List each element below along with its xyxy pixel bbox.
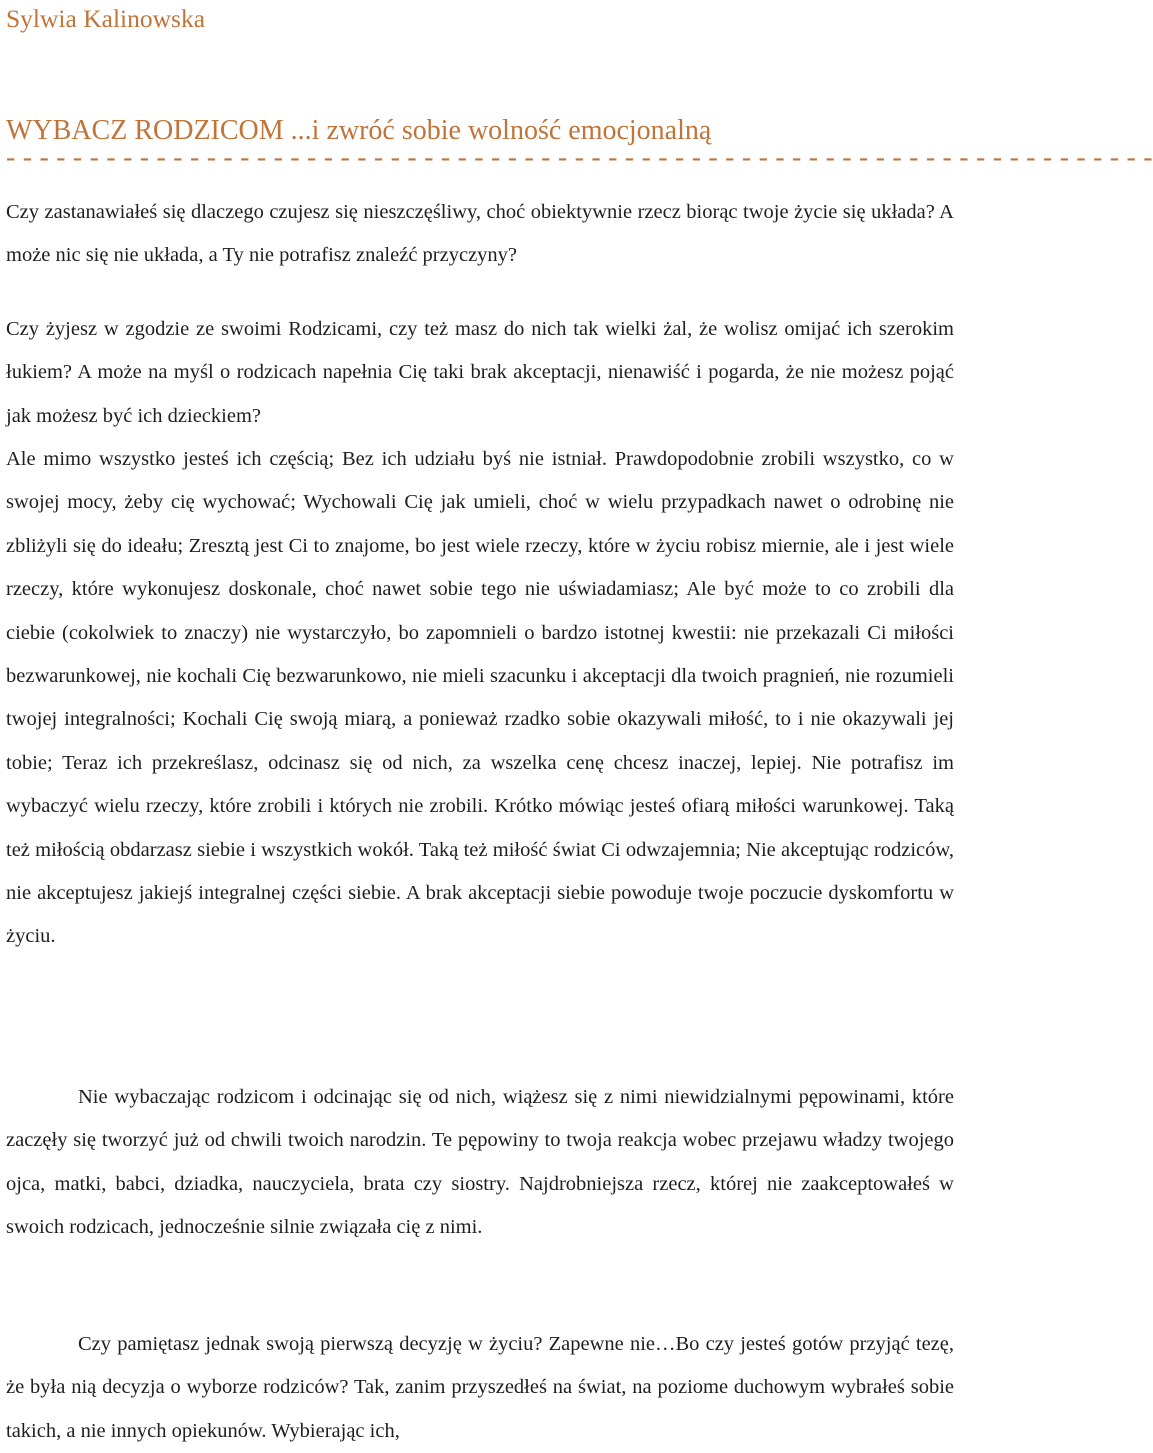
document-title: WYBACZ RODZICOM ...i zwróć sobie wolność emocjonalną <box>6 115 712 146</box>
author-name: Sylwia Kalinowska <box>6 4 206 33</box>
paragraph-3: Ale mimo wszystko jesteś ich częścią; Bez ich udziału byś nie istniał. Prawdopodobnie zrobili wszystko, co w swojej mocy, żeby cię wychować; Wychowali Cię jak umieli, choć w wielu przypadkach nawet o odrobinę nie zbliżyli się do ideału; Zresztą jest Ci to znajome, bo jest wiele rzeczy, które w życiu robisz miernie, ale i jest wiele rzeczy, które wykonujesz doskonale, choć nawet sobie tego nie uświadamiasz; Ale być może to co zrobili dla ciebie (cokolwiek to znaczy) nie wystarczyło, bo zapomnieli o bardzo istotnej kwestii: nie przekazali Ci miłości bezwarunkowej, nie kochali Cię bezwarunkowo, nie mieli szacunku i akceptacji dla twoich pragnień, nie rozumieli twojej integralności; Kochali Cię swoją miarą, a ponieważ rzadko sobie okazywali miłość, to i nie okazywali jej tobie; Teraz ich przekreślasz, odcinasz się od nich, za wszelka cenę chcesz inaczej, lepiej. Nie potrafisz im wybaczyć wielu rzeczy, które zrobili i których nie zrobili. Krótko mówiąc jesteś ofiarą miłości warunkowej. Taką też miłością obdarzasz siebie i wszystkich wokół. Taką też miłość świat Ci odwzajemnia; Nie akceptując rodziców, nie akceptujesz jakiejś integralnej części siebie. A brak akceptacji siebie powoduje twoje poczucie dyskomfortu w życiu. <box>6 448 954 948</box>
paragraph-2: Czy żyjesz w zgodzie ze swoimi Rodzicami, czy też masz do nich tak wielki żal, że wolisz omijać ich szerokim łukiem? A może na myśl o rodzicach napełnia Cię taki brak akceptacji, nienawiść i pogarda, że nie możesz pojąć jak możesz być ich dzieckiem? <box>6 318 954 427</box>
paragraph-5: Czy pamiętasz jednak swoją pierwszą decyzję w życiu? Zapewne nie…Bo czy jesteś gotów przyjąć tezę, że była nią decyzja o wyborze rodziców? Tak, zanim przyszedłeś na świat, na poziome duchowym wybrałeś sobie takich, a nie innych opiekunów. Wybierając ich, <box>6 1333 954 1442</box>
title-divider: - - - - - - - - - - - - - - - - - - - - - - - - - - - - - - - - - - - - - - - - - - - - - - - - - - - - - - - - - - - - - - - - - - - - - <box>6 142 1153 173</box>
paragraph-4: Nie wybaczając rodzicom i odcinając się od nich, wiążesz się z nimi niewidzialnymi pępowinami, które zaczęły się tworzyć już od chwili twoich narodzin. Te pępowiny to twoja reakcja wobec przejawu władzy twojego ojca, matki, babci, dziadka, nauczyciela, brata czy siostry. Najdrobniejsza rzecz, której nie zaakceptowałeś w swoich rodzicach, jednocześnie silnie związała cię z nimi. <box>6 1086 954 1239</box>
paragraph-1: Czy zastanawiałeś się dlaczego czujesz się nieszczęśliwy, choć obiektywnie rzecz biorąc twoje życie się układa? A może nic się nie układa, a Ty nie potrafisz znaleźć przyczyny? <box>6 201 954 267</box>
